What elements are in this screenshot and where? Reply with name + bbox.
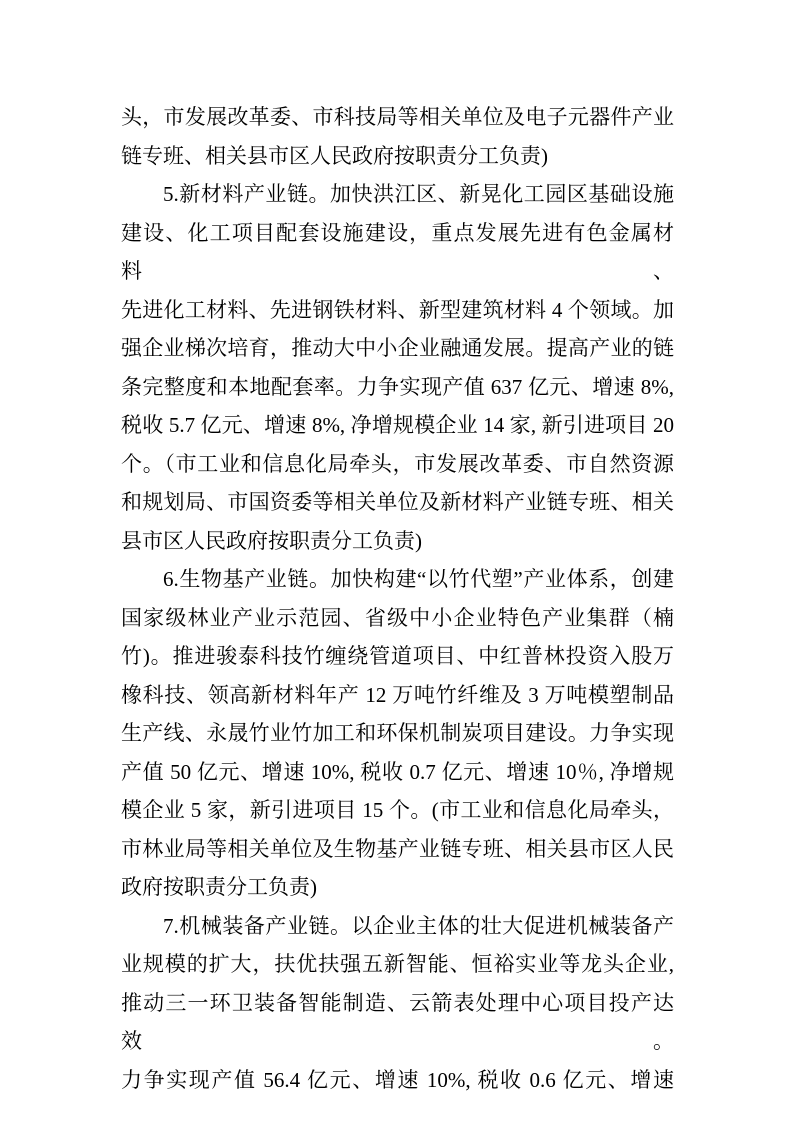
text-line: 头，市发展改革委、市科技局等相关单位及电子元器件产业 [121, 105, 674, 129]
text-line: 政府按职责分工负责) [121, 875, 317, 899]
text-line: 个。（市工业和信息化局牵头，市发展改革委、市自然资源 [121, 451, 674, 476]
text-line: 和规划局、市国资委等相关单位及新材料产业链专班、相关 [121, 490, 674, 514]
text-line: 建设、化工项目配套设施建设，重点发展先进有色金属材料、 [121, 220, 674, 283]
text-line: 5.新材料产业链。加快洪江区、新晃化工园区基础设施 [163, 182, 674, 206]
text-line: 竹)。推进骏泰科技竹缠绕管道项目、中红普林投资入股万 [121, 644, 674, 668]
text-line: 强企业梯次培育，推动大中小企业融通发展。提高产业的链 [121, 336, 674, 360]
paragraph-item-6-bio-based [121, 560, 674, 907]
text-line: 产值 50 亿元、增速 10%, 税收 0.7 亿元、增速 10％, 净增规 [121, 759, 674, 784]
text-line: 力争实现产值 56.4 亿元、增速 10%, 税收 0.6 亿元、增速 [121, 1067, 674, 1092]
paragraph-item-5-new-materials [121, 175, 674, 560]
text-line: 7.机械装备产业链。以企业主体的壮大促进机械装备产 [163, 913, 674, 938]
text-line: 6.生物基产业链。加快构建“以竹代塑”产业体系，创建 [163, 567, 674, 591]
text-line: 模企业 5 家，新引进项目 15 个。(市工业和信息化局牵头， [121, 798, 674, 822]
text-line: 橡科技、领高新材料年产 12 万吨竹纤维及 3 万吨模塑制品 [121, 682, 674, 707]
text-line: 条完整度和本地配套率。力争实现产值 637 亿元、增速 8%, [121, 374, 674, 399]
text-line: 税收 5.7 亿元、增速 8%, 净增规模企业 14 家, 新引进项目 20 [121, 413, 674, 437]
paragraph-continuation [121, 98, 674, 175]
text-line: 生产线、永晟竹业竹加工和环保机制炭项目建设。力争实现 [121, 721, 674, 745]
text-line: 市林业局等相关单位及生物基产业链专班、相关县市区人民 [121, 836, 674, 861]
paragraph-item-7-machinery [121, 907, 674, 1100]
text-line: 链专班、相关县市区人民政府按职责分工负责) [121, 143, 548, 168]
text-block [121, 98, 674, 1099]
text-line: 推动三一环卫装备智能制造、云箭表处理中心项目投产达效。 [121, 990, 674, 1053]
text-line: 业规模的扩大，扶优扶强五新智能、恒裕实业等龙头企业, [121, 952, 674, 976]
text-line: 国家级林业产业示范园、省级中小企业特色产业集群（楠 [121, 605, 674, 630]
text-line: 先进化工材料、先进钢铁材料、新型建筑材料 4 个领域。加 [121, 297, 674, 322]
text-line: 县市区人民政府按职责分工负责) [121, 528, 422, 553]
